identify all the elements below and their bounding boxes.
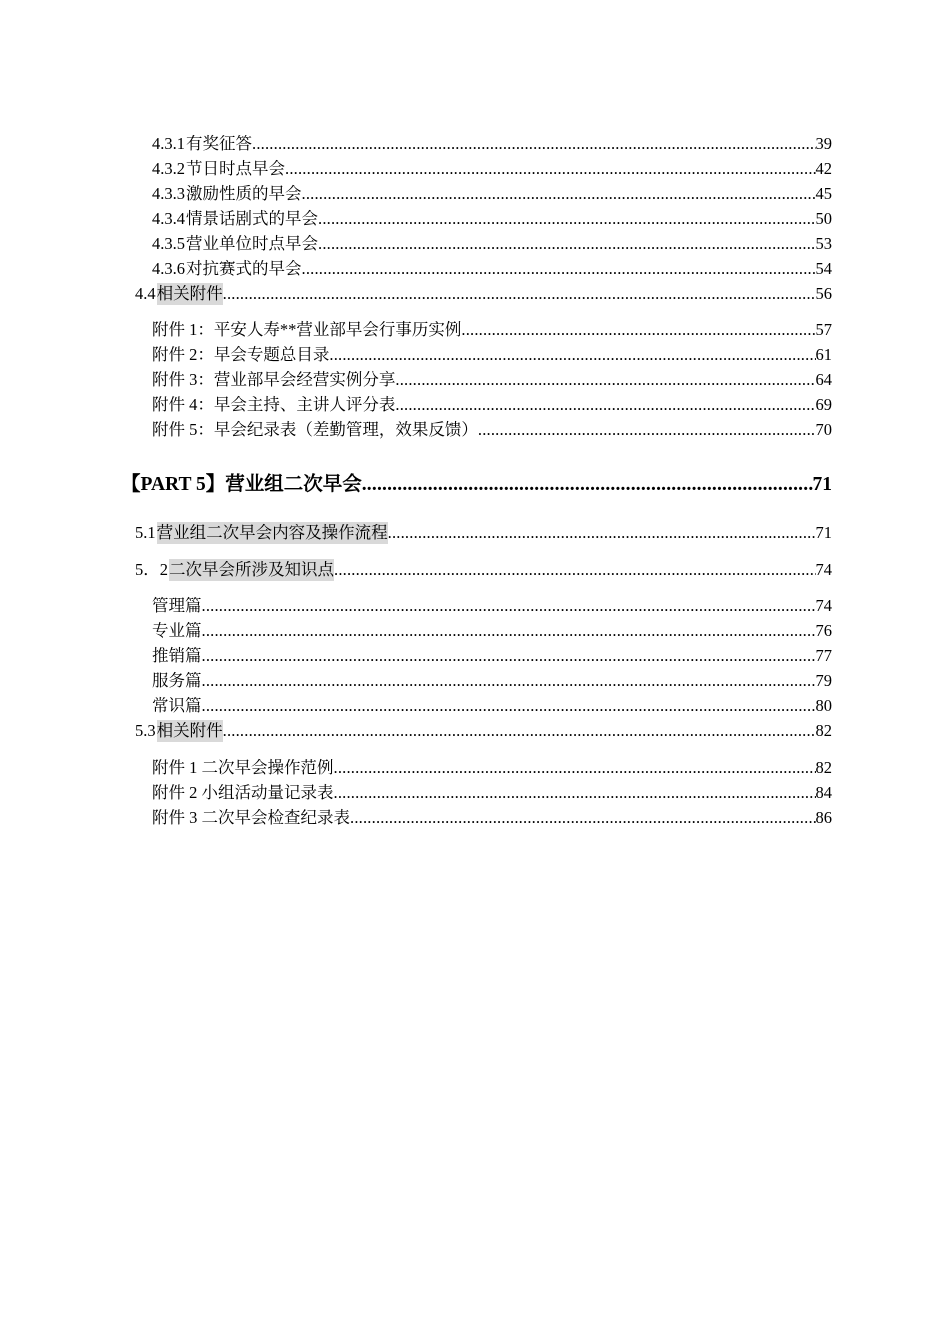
toc-leader-dots [302, 258, 816, 280]
toc-leader-dots [202, 670, 816, 692]
toc-entry-title: 营业组二次早会内容及操作流程 [156, 523, 388, 542]
toc-entry-number: 4.3.5 [152, 234, 185, 253]
toc-entry-service[interactable] [152, 670, 832, 692]
toc-leader-dots [202, 595, 816, 617]
toc-leader-dots [395, 394, 815, 416]
toc-entry-4-3-6[interactable] [152, 258, 832, 280]
toc-entry-4-3-3[interactable] [152, 183, 832, 205]
toc-entry-attachment-1[interactable] [152, 319, 832, 341]
toc-page-number: 42 [815, 159, 832, 178]
toc-page-number: 77 [815, 646, 832, 665]
toc-page-number: 61 [815, 345, 832, 364]
toc-entry-title: 推销篇 [152, 646, 202, 665]
toc-page-number: 50 [815, 209, 832, 228]
toc-leader-dots [329, 344, 815, 366]
toc-entry-attachment-2b[interactable] [152, 782, 832, 804]
toc-page-number: 45 [815, 184, 832, 203]
toc-page-number: 54 [815, 259, 832, 278]
toc-leader-dots [223, 720, 816, 742]
toc-entry-4-3-1[interactable] [152, 133, 832, 155]
toc-entry-attachment-4[interactable] [152, 394, 832, 416]
toc-page-number: 82 [815, 758, 832, 777]
toc-leader-dots [318, 233, 816, 255]
toc-entry-attachment-1b[interactable] [152, 757, 832, 779]
toc-entry-attachment-2[interactable] [152, 344, 832, 366]
toc-leader-dots [202, 695, 816, 717]
toc-entry-title: 对抗赛式的早会 [186, 259, 302, 278]
toc-entry-sales[interactable] [152, 645, 832, 667]
toc-leader-dots [388, 522, 816, 544]
toc-entry-title: 营业单位时点早会 [186, 234, 318, 253]
toc-page-number: 71 [812, 474, 832, 495]
toc-page-number: 84 [815, 783, 832, 802]
toc-page-number: 86 [815, 808, 832, 827]
toc-entry-5-2[interactable] [135, 559, 832, 581]
toc-entry-5-3[interactable] [135, 720, 832, 742]
toc-page-number: 76 [815, 621, 832, 640]
toc-entry-title: 附件 2 小组活动量记录表 [152, 783, 334, 802]
toc-entry-title: 相关附件 [156, 721, 223, 740]
toc-entry-management[interactable] [152, 595, 832, 617]
toc-entry-title: 节日时点早会 [186, 159, 285, 178]
toc-page-number: 74 [815, 596, 832, 615]
toc-page-number: 39 [815, 134, 832, 153]
toc-entry-title: 附件 2：早会专题总目录 [152, 345, 330, 364]
toc-entry-title: 管理篇 [152, 596, 202, 615]
toc-entry-title: 附件 5：早会纪录表（差勤管理，效果反馈） [152, 420, 478, 439]
toc-entry-title: 附件 3：营业部早会经营实例分享 [152, 370, 396, 389]
toc-leader-dots [202, 620, 816, 642]
toc-entry-title: 二次早会所涉及知识点 [169, 560, 334, 579]
toc-entry-number: 4.3.4 [152, 209, 185, 228]
toc-leader-dots [334, 559, 816, 581]
toc-leader-dots [350, 807, 816, 829]
toc-page-number: 80 [815, 696, 832, 715]
toc-entry-common-knowledge[interactable] [152, 695, 832, 717]
toc-entry-title: 专业篇 [152, 621, 202, 640]
toc-entry-part-5[interactable] [121, 472, 832, 498]
toc-page-number: 82 [815, 721, 832, 740]
toc-entry-title: 有奖征答 [186, 134, 252, 153]
toc-page-number: 79 [815, 671, 832, 690]
toc-entry-number: 5.1 [135, 523, 156, 542]
toc-entry-number: 4.4 [135, 284, 156, 303]
toc-entry-5-1[interactable] [135, 522, 832, 544]
toc-leader-dots [318, 208, 816, 230]
toc-entry-title: 常识篇 [152, 696, 202, 715]
toc-entry-title: 相关附件 [156, 284, 223, 303]
toc-entry-number: 5．2 [135, 560, 168, 579]
toc-entry-4-4[interactable] [135, 283, 832, 305]
toc-leader-dots [461, 319, 815, 341]
toc-part-title: 【PART 5】营业组二次早会 [121, 474, 362, 495]
toc-leader-dots [285, 158, 816, 180]
toc-page-number: 70 [815, 420, 832, 439]
toc-leader-dots [334, 757, 816, 779]
toc-leader-dots [334, 782, 816, 804]
toc-page-number: 71 [815, 523, 832, 542]
toc-entry-4-3-5[interactable] [152, 233, 832, 255]
toc-entry-title: 激励性质的早会 [186, 184, 302, 203]
toc-entry-number: 5.3 [135, 721, 156, 740]
toc-page-number: 64 [815, 370, 832, 389]
toc-entry-title: 附件 1 二次早会操作范例 [152, 758, 334, 777]
toc-leader-dots [362, 472, 813, 498]
toc-entry-title: 附件 3 二次早会检查纪录表 [152, 808, 350, 827]
toc-leader-dots [478, 419, 816, 441]
toc-page-number: 69 [815, 395, 832, 414]
toc-entry-number: 4.3.2 [152, 159, 185, 178]
toc-entry-4-3-4[interactable] [152, 208, 832, 230]
toc-entry-professional[interactable] [152, 620, 832, 642]
toc-entry-title: 情景话剧式的早会 [186, 209, 318, 228]
toc-leader-dots [223, 283, 816, 305]
toc-page-number: 57 [815, 320, 832, 339]
toc-entry-title: 附件 1：平安人寿**营业部早会行事历实例 [152, 320, 462, 339]
toc-leader-dots [202, 645, 816, 667]
toc-entry-attachment-3b[interactable] [152, 807, 832, 829]
toc-page-number: 56 [815, 284, 832, 303]
toc-leader-dots [395, 369, 815, 391]
toc-page-number: 53 [815, 234, 832, 253]
toc-leader-dots [302, 183, 816, 205]
toc-entry-title: 服务篇 [152, 671, 202, 690]
toc-leader-dots [252, 133, 816, 155]
toc-entry-4-3-2[interactable] [152, 158, 832, 180]
toc-entry-number: 4.3.1 [152, 134, 185, 153]
toc-entry-number: 4.3.6 [152, 259, 185, 278]
toc-entry-title: 附件 4：早会主持、主讲人评分表 [152, 395, 396, 414]
toc-entry-attachment-3[interactable] [152, 369, 832, 391]
toc-entry-number: 4.3.3 [152, 184, 185, 203]
toc-page-number: 74 [815, 560, 832, 579]
toc-entry-attachment-5[interactable] [152, 419, 832, 441]
